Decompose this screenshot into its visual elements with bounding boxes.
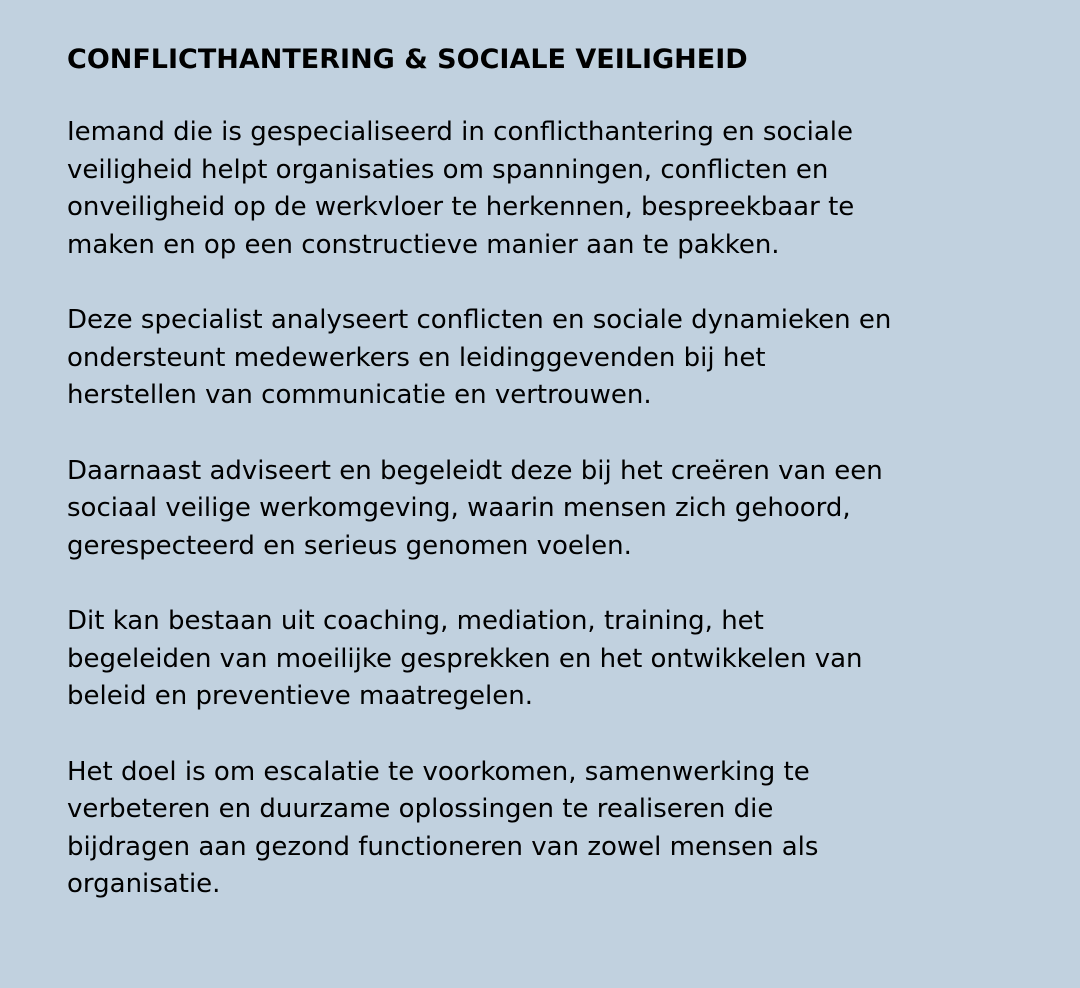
paragraph-advice: Daarnaast adviseert en begeleidt deze bij het creëren van een sociaal veilige werkomgeving, waarin mensen zich gehoord, gerespecteerd en serieus genomen voelen. bbox=[67, 455, 883, 561]
paragraph-analysis: Deze specialist analyseert conflicten en sociale dynamieken en ondersteunt medewerkers en leidinggevenden bij het herstellen van communicatie en vertrouwen. bbox=[67, 305, 892, 410]
paragraph-methods: Dit kan bestaan uit coaching, mediation, training, het begeleiden van moeilijke gesprekken en het ontwikkelen van beleid en preventieve maatregelen. bbox=[67, 606, 863, 711]
paragraph-intro: Iemand die is gespecialiseerd in conflicthantering en sociale veiligheid helpt organisaties om spanningen, conflicten en onveiligheid op de werkvloer te herkennen, bespreekbaar te maken en op een constructieve manier aan te pakken. bbox=[67, 117, 855, 260]
page-title: CONFLICTHANTERING & SOCIALE VEILIGHEID bbox=[67, 44, 748, 75]
paragraph-goal: Het doel is om escalatie te voorkomen, samenwerking te verbeteren en duurzame oplossingen te realiseren die bijdragen aan gezond functioneren van zowel mensen als organisatie. bbox=[67, 756, 819, 899]
